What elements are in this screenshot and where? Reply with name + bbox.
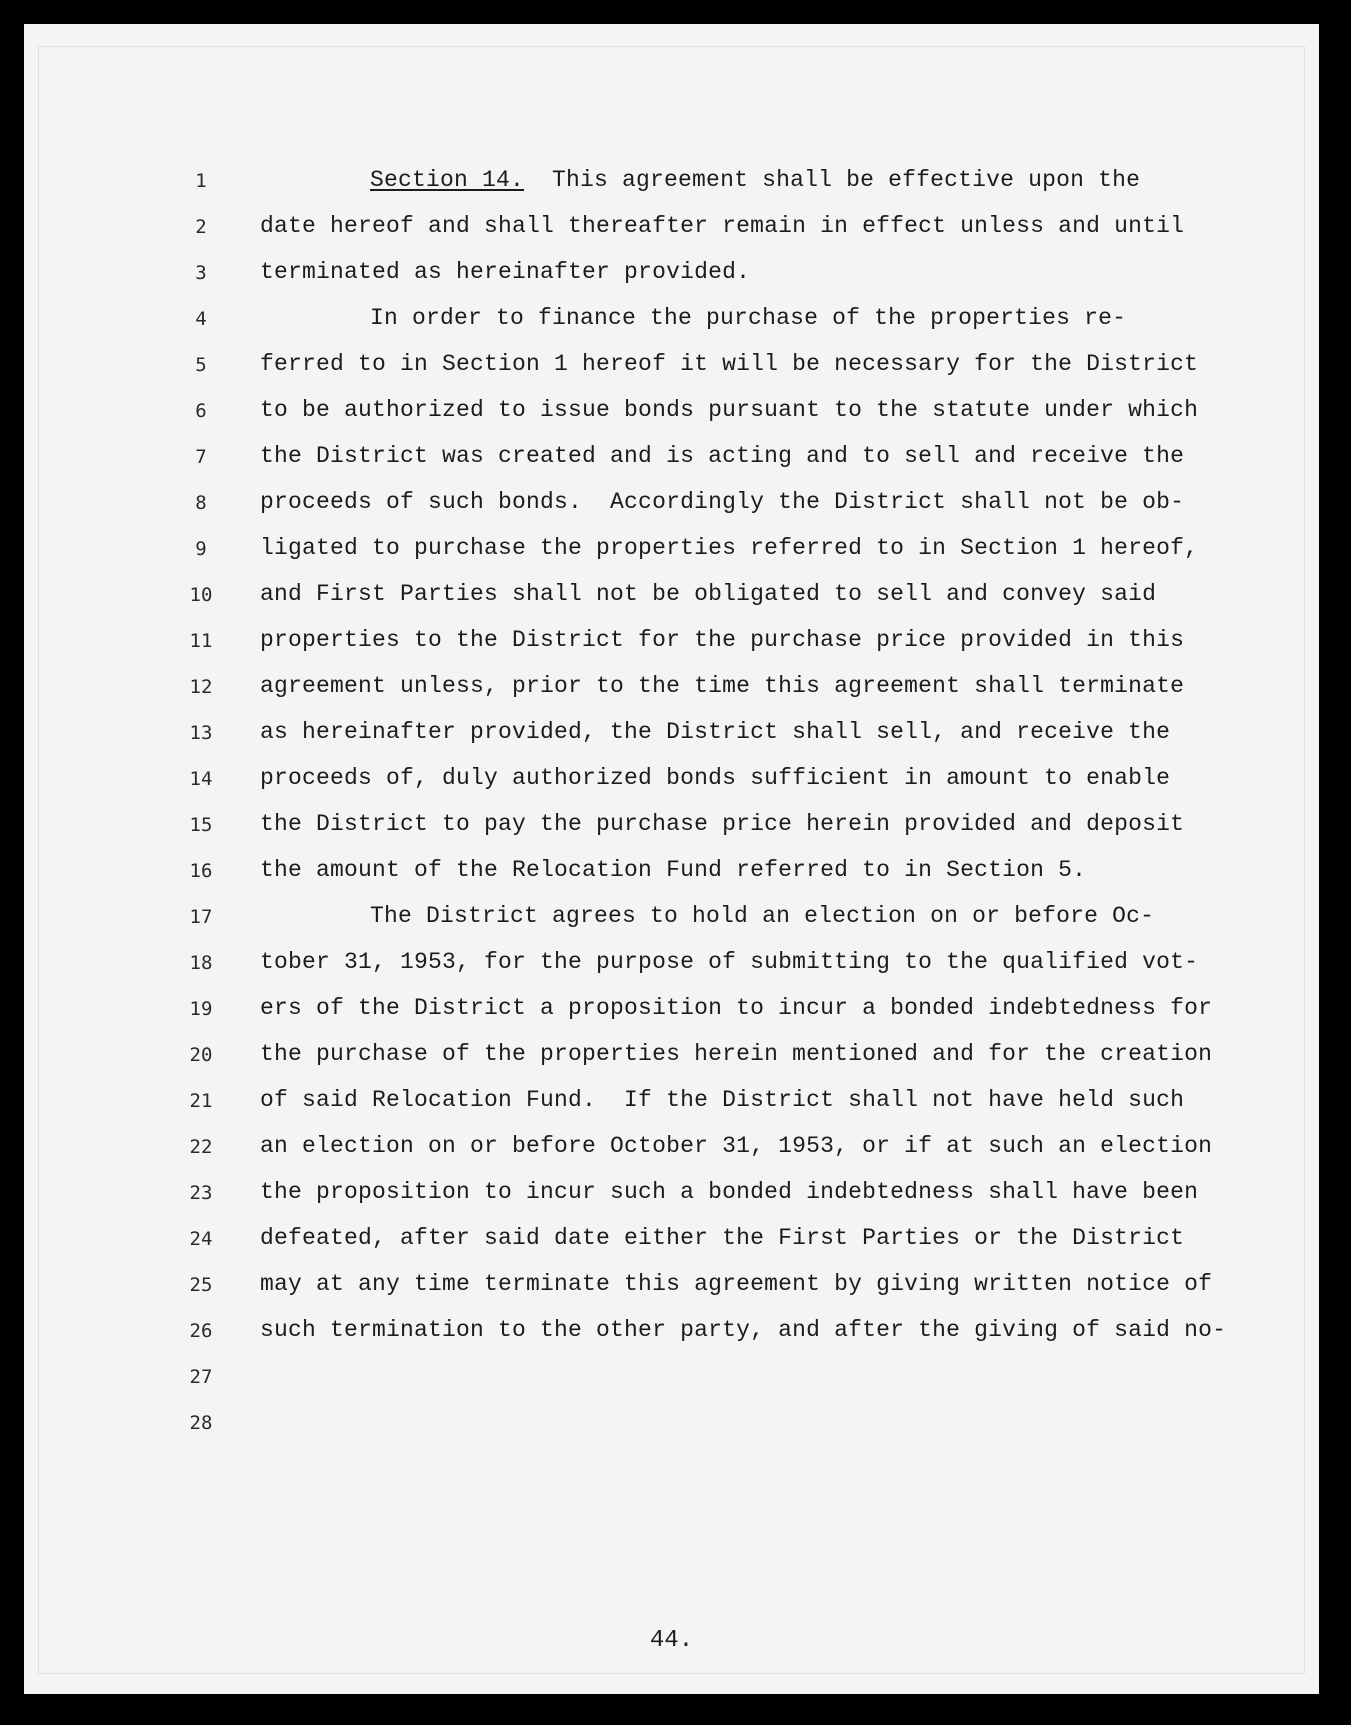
- document-page: [24, 24, 1319, 1694]
- line-number: 12: [189, 676, 213, 698]
- text-line: the proposition to incur such a bonded indebtedness shall have been: [260, 1179, 1199, 1205]
- text-line: ferred to in Section 1 hereof it will be necessary for the District: [260, 351, 1199, 377]
- text-line-1: [370, 167, 1140, 193]
- line-number: 13: [189, 722, 213, 744]
- line-number: 22: [189, 1136, 213, 1158]
- line-number: 25: [189, 1274, 213, 1296]
- text-line: an election on or before October 31, 1953, or if at such an election: [260, 1133, 1213, 1159]
- text-line: the District to pay the purchase price herein provided and deposit: [260, 811, 1185, 837]
- text-line: the amount of the Relocation Fund referred to in Section 5.: [260, 857, 1087, 883]
- line-number: 9: [195, 538, 207, 560]
- line-number: 6: [195, 400, 207, 422]
- text-line: date hereof and shall thereafter remain in effect unless and until: [260, 213, 1185, 239]
- text-line: as hereinafter provided, the District shall sell, and receive the: [260, 719, 1171, 745]
- line-number: 18: [189, 952, 213, 974]
- line-number: 28: [189, 1412, 213, 1434]
- line-number: 3: [195, 262, 207, 284]
- text-line: the purchase of the properties herein mentioned and for the creation: [260, 1041, 1213, 1067]
- line-number: 7: [195, 446, 207, 468]
- text-line: such termination to the other party, and after the giving of said no-: [260, 1317, 1227, 1343]
- text-line: the District was created and is acting and to sell and receive the: [260, 443, 1185, 469]
- text-line-1-rest: This agreement shall be effective upon the: [524, 167, 1141, 193]
- text-line: ligated to purchase the properties referred to in Section 1 hereof,: [260, 535, 1199, 561]
- line-number: 10: [189, 584, 213, 606]
- text-line: tober 31, 1953, for the purpose of submitting to the qualified vot-: [260, 949, 1199, 975]
- text-line: defeated, after said date either the First Parties or the District: [260, 1225, 1185, 1251]
- text-line: The District agrees to hold an election on or before Oc-: [370, 903, 1155, 929]
- text-line: properties to the District for the purchase price provided in this: [260, 627, 1185, 653]
- line-number: 4: [195, 308, 207, 330]
- section-heading: Section 14.: [370, 167, 525, 193]
- line-number: 5: [195, 354, 207, 376]
- line-number: 14: [189, 768, 213, 790]
- text-line: and First Parties shall not be obligated to sell and convey said: [260, 581, 1157, 607]
- line-number: 24: [189, 1228, 213, 1250]
- line-number: 11: [189, 630, 213, 652]
- line-number: 17: [189, 906, 213, 928]
- line-number: 2: [195, 216, 207, 238]
- text-line: proceeds of such bonds. Accordingly the District shall not be ob-: [260, 489, 1185, 515]
- line-number: 19: [189, 998, 213, 1020]
- text-line: agreement unless, prior to the time this agreement shall terminate: [260, 673, 1185, 699]
- line-number: 27: [189, 1366, 213, 1388]
- text-line: In order to finance the purchase of the properties re-: [370, 305, 1127, 331]
- line-number: 26: [189, 1320, 213, 1342]
- line-number: 15: [189, 814, 213, 836]
- text-line: proceeds of, duly authorized bonds sufficient in amount to enable: [260, 765, 1171, 791]
- page-number: 44.: [649, 1627, 694, 1654]
- text-line: to be authorized to issue bonds pursuant to the statute under which: [260, 397, 1199, 423]
- line-number: 23: [189, 1182, 213, 1204]
- line-number: 1: [195, 170, 207, 192]
- line-number: 20: [189, 1044, 213, 1066]
- line-number: 16: [189, 860, 213, 882]
- line-number: 21: [189, 1090, 213, 1112]
- text-line: terminated as hereinafter provided.: [260, 259, 751, 285]
- text-line: ers of the District a proposition to incur a bonded indebtedness for: [260, 995, 1213, 1021]
- text-line: of said Relocation Fund. If the District shall not have held such: [260, 1087, 1185, 1113]
- line-number: 8: [195, 492, 207, 514]
- text-line: may at any time terminate this agreement by giving written notice of: [260, 1271, 1213, 1297]
